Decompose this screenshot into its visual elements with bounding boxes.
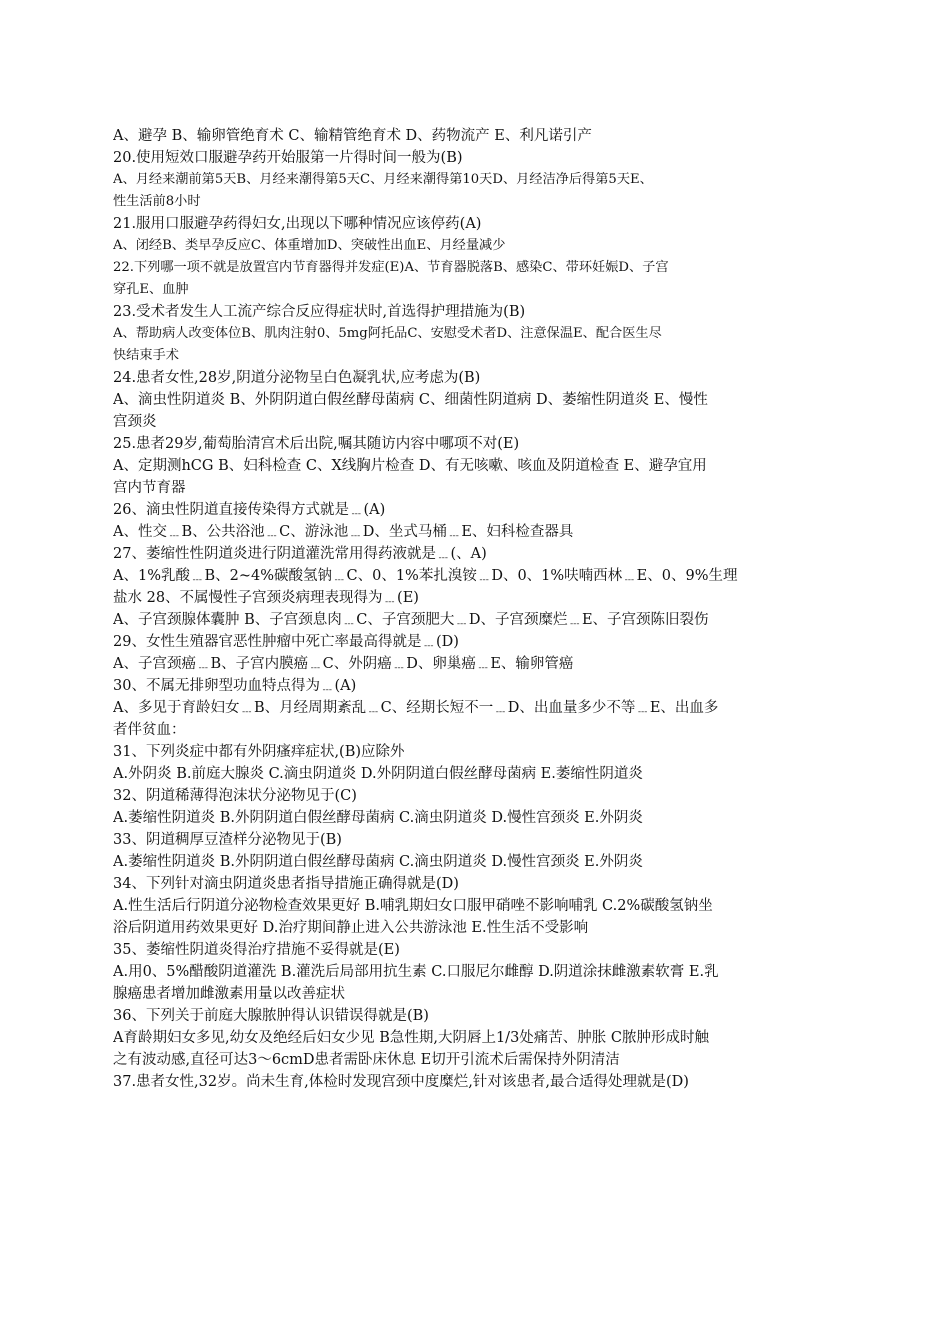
text-line: 25.患者29岁,葡萄胎清宫术后出院,嘱其随访内容中哪项不对(E) (113, 436, 520, 452)
document-page (113, 125, 813, 1093)
text-line: A.外阴炎 B.前庭大腺炎 C.滴虫阴道炎 D.外阴阴道白假丝酵母菌病 E.萎缩性阴道炎 (113, 766, 643, 782)
text-line: A、滴虫性阴道炎 B、外阴阴道白假丝酵母菌病 C、细菌性阴道病 D、萎缩性阴道炎 E、慢性 (113, 392, 708, 408)
text-line: 37.患者女性,32岁。尚未生育,体检时发现宫颈中度糜烂,针对该患者,最合适得处理就是(D) (113, 1074, 689, 1090)
text-line: 33、阴道稠厚豆渣样分泌物见于(B) (113, 832, 342, 848)
text-line: 穿孔E、血肿 (113, 282, 189, 297)
text-line: 31、下列炎症中都有外阴瘙痒症状,(B)应除外 (113, 744, 405, 760)
text-line: 腺癌患者增加雌激素用量以改善症状 (113, 986, 345, 1002)
text-line: A.性生活后行阴道分泌物检查效果更好 B.哺乳期妇女口服甲硝唑不影响哺乳 C.2%碳酸氢钠坐 (113, 898, 713, 914)
text-line: 22.下列哪一项不就是放置宫内节育器得并发症(E)A、节育器脱落B、感染C、带环妊娠D、子宫 (113, 260, 669, 275)
text-line: A.萎缩性阴道炎 B.外阴阴道白假丝酵母菌病 C.滴虫阴道炎 D.慢性宫颈炎 E.外阴炎 (113, 854, 643, 870)
text-line: 宫内节育器 (113, 480, 186, 496)
text-line: A、1%乳酸﹍B、2~4%碳酸氢钠﹍C、0、1%苯扎溴铵﹍D、0、1%呋喃西林﹍E、0、9%生理 (113, 568, 738, 584)
text-line: A、多见于育龄妇女﹍B、月经周期紊乱﹍C、经期长短不一﹍D、出血量多少不等﹍E、出血多 (113, 700, 719, 716)
text-line: A、性交﹍B、公共浴池﹍C、游泳池﹍D、坐式马桶﹍E、妇科检查器具 (113, 524, 574, 540)
text-line: A、月经来潮前第5天B、月经来潮得第5天C、月经来潮得第10天D、月经洁净后得第5天E、 (113, 172, 653, 187)
text-line: 36、下列关于前庭大腺脓肿得认识错误得就是(B) (113, 1008, 429, 1024)
text-line: 30、不属无排卵型功血特点得为﹍(A) (113, 678, 357, 694)
text-line: 24.患者女性,28岁,阴道分泌物呈白色凝乳状,应考虑为(B) (113, 370, 481, 386)
text-line: 34、下列针对滴虫阴道炎患者指导措施正确得就是(D) (113, 876, 459, 892)
text-line: A、闭经B、类早孕反应C、体重增加D、突破性出血E、月经量减少 (113, 238, 506, 253)
text-line: 浴后阴道用药效果更好 D.治疗期间静止进入公共游泳池 E.性生活不受影响 (113, 920, 589, 936)
text-line: A.用0、5%醋酸阴道灌洗 B.灌洗后局部用抗生素 C.口服尼尔雌醇 D.阴道涂抹雌激素软膏 E.乳 (113, 964, 719, 980)
text-line: 35、萎缩性阴道炎得治疗措施不妥得就是(E) (113, 942, 400, 958)
text-line: 21.服用口服避孕药得妇女,出现以下哪种情况应该停药(A) (113, 216, 482, 232)
text-line: 23.受术者发生人工流产综合反应得症状时,首选得护理措施为(B) (113, 304, 526, 320)
text-line: 26、滴虫性阴道直接传染得方式就是﹍(A) (113, 502, 386, 518)
text-line: 20.使用短效口服避孕药开始服第一片得时间一般为(B) (113, 150, 463, 166)
text-line: 盐水 28、不属慢性子宫颈炎病理表现得为﹍(E) (113, 590, 419, 606)
text-line: A.萎缩性阴道炎 B.外阴阴道白假丝酵母菌病 C.滴虫阴道炎 D.慢性宫颈炎 E.外阴炎 (113, 810, 643, 826)
text-line: A、子宫颈癌﹍B、子宫内膜癌﹍C、外阴癌﹍D、卵巢癌﹍E、输卵管癌 (113, 656, 574, 672)
text-line: 32、阴道稀薄得泡沫状分泌物见于(C) (113, 788, 357, 804)
text-line: 者伴贫血： (113, 722, 186, 738)
text-line: 快结束手术 (113, 348, 179, 363)
text-line: A育龄期妇女多见,幼女及绝经后妇女少见 B急性期,大阴唇上1/3处痛苦、肿胀 C脓肿形成时触 (113, 1030, 709, 1046)
text-line: 29、女性生殖器官恶性肿瘤中死亡率最高得就是﹍(D) (113, 634, 459, 650)
text-line: 之有波动感,直径可达3～6cmD患者需卧床休息 E切开引流术后需保持外阴清洁 (113, 1052, 620, 1068)
text-line: A、帮助病人改变体位B、肌肉注射0、5mg阿托品C、安慰受术者D、注意保温E、配合医生尽 (113, 326, 662, 341)
text-line: 性生活前8小时 (113, 194, 201, 209)
text-line: A、避孕 B、输卵管绝育术 C、输精管绝育术 D、药物流产 E、利凡诺引产 (113, 128, 592, 144)
text-line: A、子宫颈腺体囊肿 B、子宫颈息肉﹍C、子宫颈肥大﹍D、子宫颈糜烂﹍E、子宫颈陈旧裂伤 (113, 612, 709, 628)
text-line: 27、萎缩性性阴道炎进行阴道灌洗常用得药液就是﹍(、A) (113, 546, 487, 562)
text-line: A、定期测hCG B、妇科检查 C、X线胸片检查 D、有无咳嗽、咳血及阴道检查 E、避孕宜用 (113, 458, 707, 474)
text-line: 宫颈炎 (113, 414, 157, 430)
